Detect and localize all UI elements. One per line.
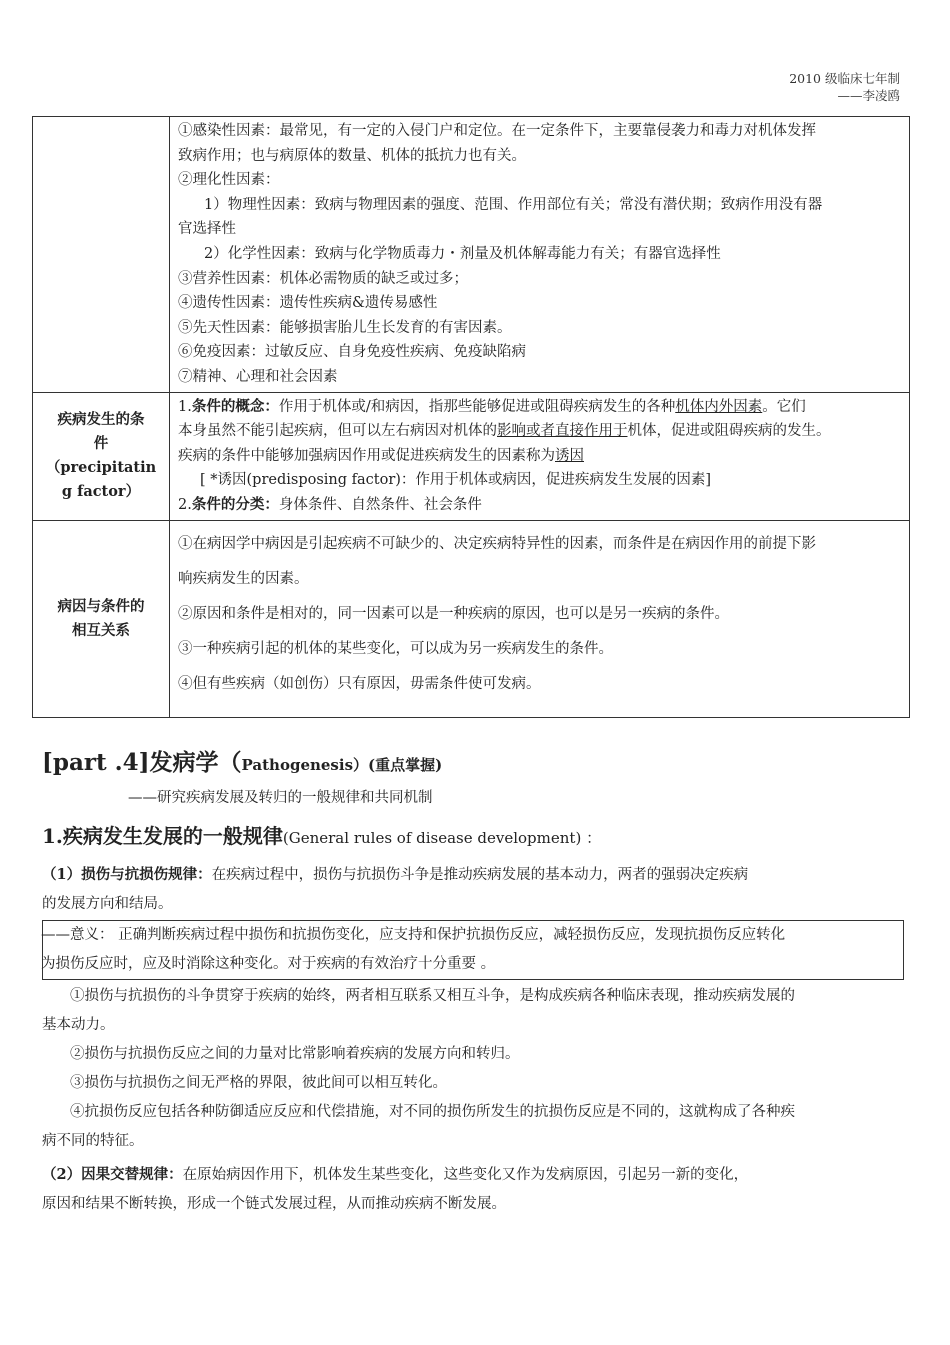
concept-underlined: 诱因 <box>555 447 584 464</box>
list-item: 官选择性 <box>178 221 236 238</box>
condition-concept-line2 <box>178 419 903 444</box>
list-item: ③损伤与抗损伤之间无严格的界限，彼此间可以相互转化。 <box>70 1075 447 1091</box>
header-author: ——李凌鸥 <box>837 88 900 103</box>
row1-label-cell <box>33 117 170 393</box>
row3-label-cell <box>33 520 170 717</box>
rule2-title: （2）因果交替规律： <box>42 1166 183 1183</box>
meaning-box <box>42 920 904 980</box>
concept-number: 1. <box>178 398 192 415</box>
list-item: ②损伤与抗损伤反应之间的力量对比常影响着疾病的发展方向和转归。 <box>70 1046 520 1062</box>
list-item: ②理化性因素： <box>178 172 280 189</box>
rule1-title: （1）损伤与抗损伤规律： <box>42 866 212 883</box>
list-item: 2）化学性因素：致病与化学物质毒力・剂量及机体解毒能力有关；有器官选择性 <box>204 245 721 262</box>
list-item: ③营养性因素：机体必需物质的缺乏或过多； <box>178 270 468 287</box>
meaning-text: ——意义： 正确判断疾病过程中损伤和抗损伤变化，应支持和保护抗损伤反应，减轻损伤反应，发现抗损伤反应转化 <box>41 927 786 943</box>
row1-content-cell <box>170 117 910 393</box>
concept-text: 作用于机体或/和病因，指那些能够促进或阻碍疾病发生的各种 <box>278 398 676 415</box>
class-text: 身体条件、自然条件、社会条件 <box>278 496 482 513</box>
rule1-items <box>42 982 904 1156</box>
condition-classification <box>178 493 903 518</box>
row2-label: 件 <box>93 435 109 453</box>
list-item: ⑦精神、心理和社会因素 <box>178 368 338 385</box>
list-item: ⑤先天性因素：能够损害胎儿生长发育的有害因素。 <box>178 319 512 336</box>
list-item: 响疾病发生的因素。 <box>178 570 309 587</box>
predisposing-note: [ *诱因(predisposing factor)：作用于机体或病因，促进疾病发生发展的因素] <box>200 472 712 489</box>
header-class: 2010 级临床七年制 <box>789 71 900 86</box>
row2-label-cell <box>33 392 170 520</box>
list-item: ②原因和条件是相对的，同一因素可以是一种疾病的原因，也可以是另一疾病的条件。 <box>178 605 729 622</box>
row2-label: g factor） <box>61 483 141 501</box>
class-title: 条件的分类： <box>191 495 279 513</box>
rule2-paragraph <box>42 1160 904 1219</box>
section1-heading-en: (General rules of disease development) ： <box>282 829 602 847</box>
page-header <box>789 70 900 104</box>
section1-heading-text: 1.疾病发生发展的一般规律 <box>42 824 283 848</box>
meaning-text: 为损伤反应时，应及时消除这种变化。对于疾病的有效治疗十分重要 。 <box>41 956 496 972</box>
row2-label: 疾病发生的条 <box>57 411 145 429</box>
part4-title-tail: ）(重点掌握) <box>353 756 443 774</box>
row3-content-cell <box>170 520 910 717</box>
part4-title <box>42 744 442 777</box>
concept-text: 。它们 <box>762 398 806 415</box>
list-item: ④遗传性因素：遗传性疾病&遗传易感性 <box>178 295 438 312</box>
table-row <box>33 117 910 393</box>
table-row <box>33 392 910 520</box>
rule1-text: 在疾病过程中，损伤与抗损伤斗争是推动疾病发展的基本动力，两者的强弱决定疾病 <box>211 867 749 883</box>
list-item: 致病作用；也与病原体的数量、机体的抵抗力也有关。 <box>178 147 526 164</box>
section1-heading <box>42 820 601 849</box>
list-item: 基本动力。 <box>42 1017 115 1033</box>
concept-text: 疾病的条件中能够加强病因作用或促进疾病发生的因素称为 <box>178 447 555 464</box>
row3-label: 相互关系 <box>72 621 130 639</box>
list-item: 1）物理性因素：致病与物理因素的强度、范围、作用部位有关；常没有潜伏期；致病作用没有器 <box>204 196 823 213</box>
concept-text: 本身虽然不能引起疾病，但可以左右病因对机体的 <box>178 423 497 440</box>
row2-label: （precipitatin <box>45 459 157 477</box>
list-item: ⑥免疫因素：过敏反应、自身免疫性疾病、免疫缺陷病 <box>178 344 526 361</box>
list-item: ①在病因学中病因是引起疾病不可缺少的、决定疾病特异性的因素，而条件是在病因作用的前提下影 <box>178 535 816 552</box>
part4-title-text: [part .4]发病学（ <box>42 749 242 776</box>
concept-title: 条件的概念： <box>191 397 279 415</box>
rule1-text: 的发展方向和结局。 <box>42 896 173 912</box>
rule2-text: 原因和结果不断转换，形成一个链式发展过程，从而推动疾病不断发展。 <box>42 1196 506 1212</box>
list-item: ③一种疾病引起的机体的某些变化，可以成为另一疾病发生的条件。 <box>178 640 613 657</box>
part4-title-en: Pathogenesis <box>241 756 354 774</box>
list-item: ①损伤与抗损伤的斗争贯穿于疾病的始终，两者相互联系又相互斗争，是构成疾病各种临床表现，推动疾病发展的 <box>70 988 795 1004</box>
list-item: ①感染性因素：最常见，有一定的入侵门户和定位。在一定条件下，主要靠侵袭力和毒力对机体发挥 <box>178 123 816 139</box>
part4-subtitle: ——研究疾病发展及转归的一般规律和共同机制 <box>128 790 433 806</box>
list-item: ④抗损伤反应包括各种防御适应反应和代偿措施，对不同的损伤所发生的抗损伤反应是不同的，这就构成了各种疾 <box>70 1104 795 1120</box>
concept-text: 机体，促进或阻碍疾病的发生。 <box>627 423 831 440</box>
row3-label: 病因与条件的 <box>57 597 145 615</box>
row2-content-cell <box>170 392 910 520</box>
etiology-table <box>32 116 910 718</box>
table-row <box>33 520 910 717</box>
condition-concept <box>178 395 903 420</box>
concept-underlined: 机体内外因素 <box>675 398 763 415</box>
list-item: ④但有些疾病（如创伤）只有原因，毋需条件使可发病。 <box>178 675 541 692</box>
rule2-text: 在原始病因作用下，机体发生某些变化，这些变化又作为发病原因，引起另一新的变化， <box>182 1167 749 1183</box>
class-number: 2. <box>178 496 192 513</box>
concept-underlined: 影响或者直接作用于 <box>497 423 628 440</box>
condition-concept-line3 <box>178 444 903 469</box>
list-item: 病不同的特征。 <box>42 1133 144 1149</box>
rule1-paragraph <box>42 860 904 919</box>
